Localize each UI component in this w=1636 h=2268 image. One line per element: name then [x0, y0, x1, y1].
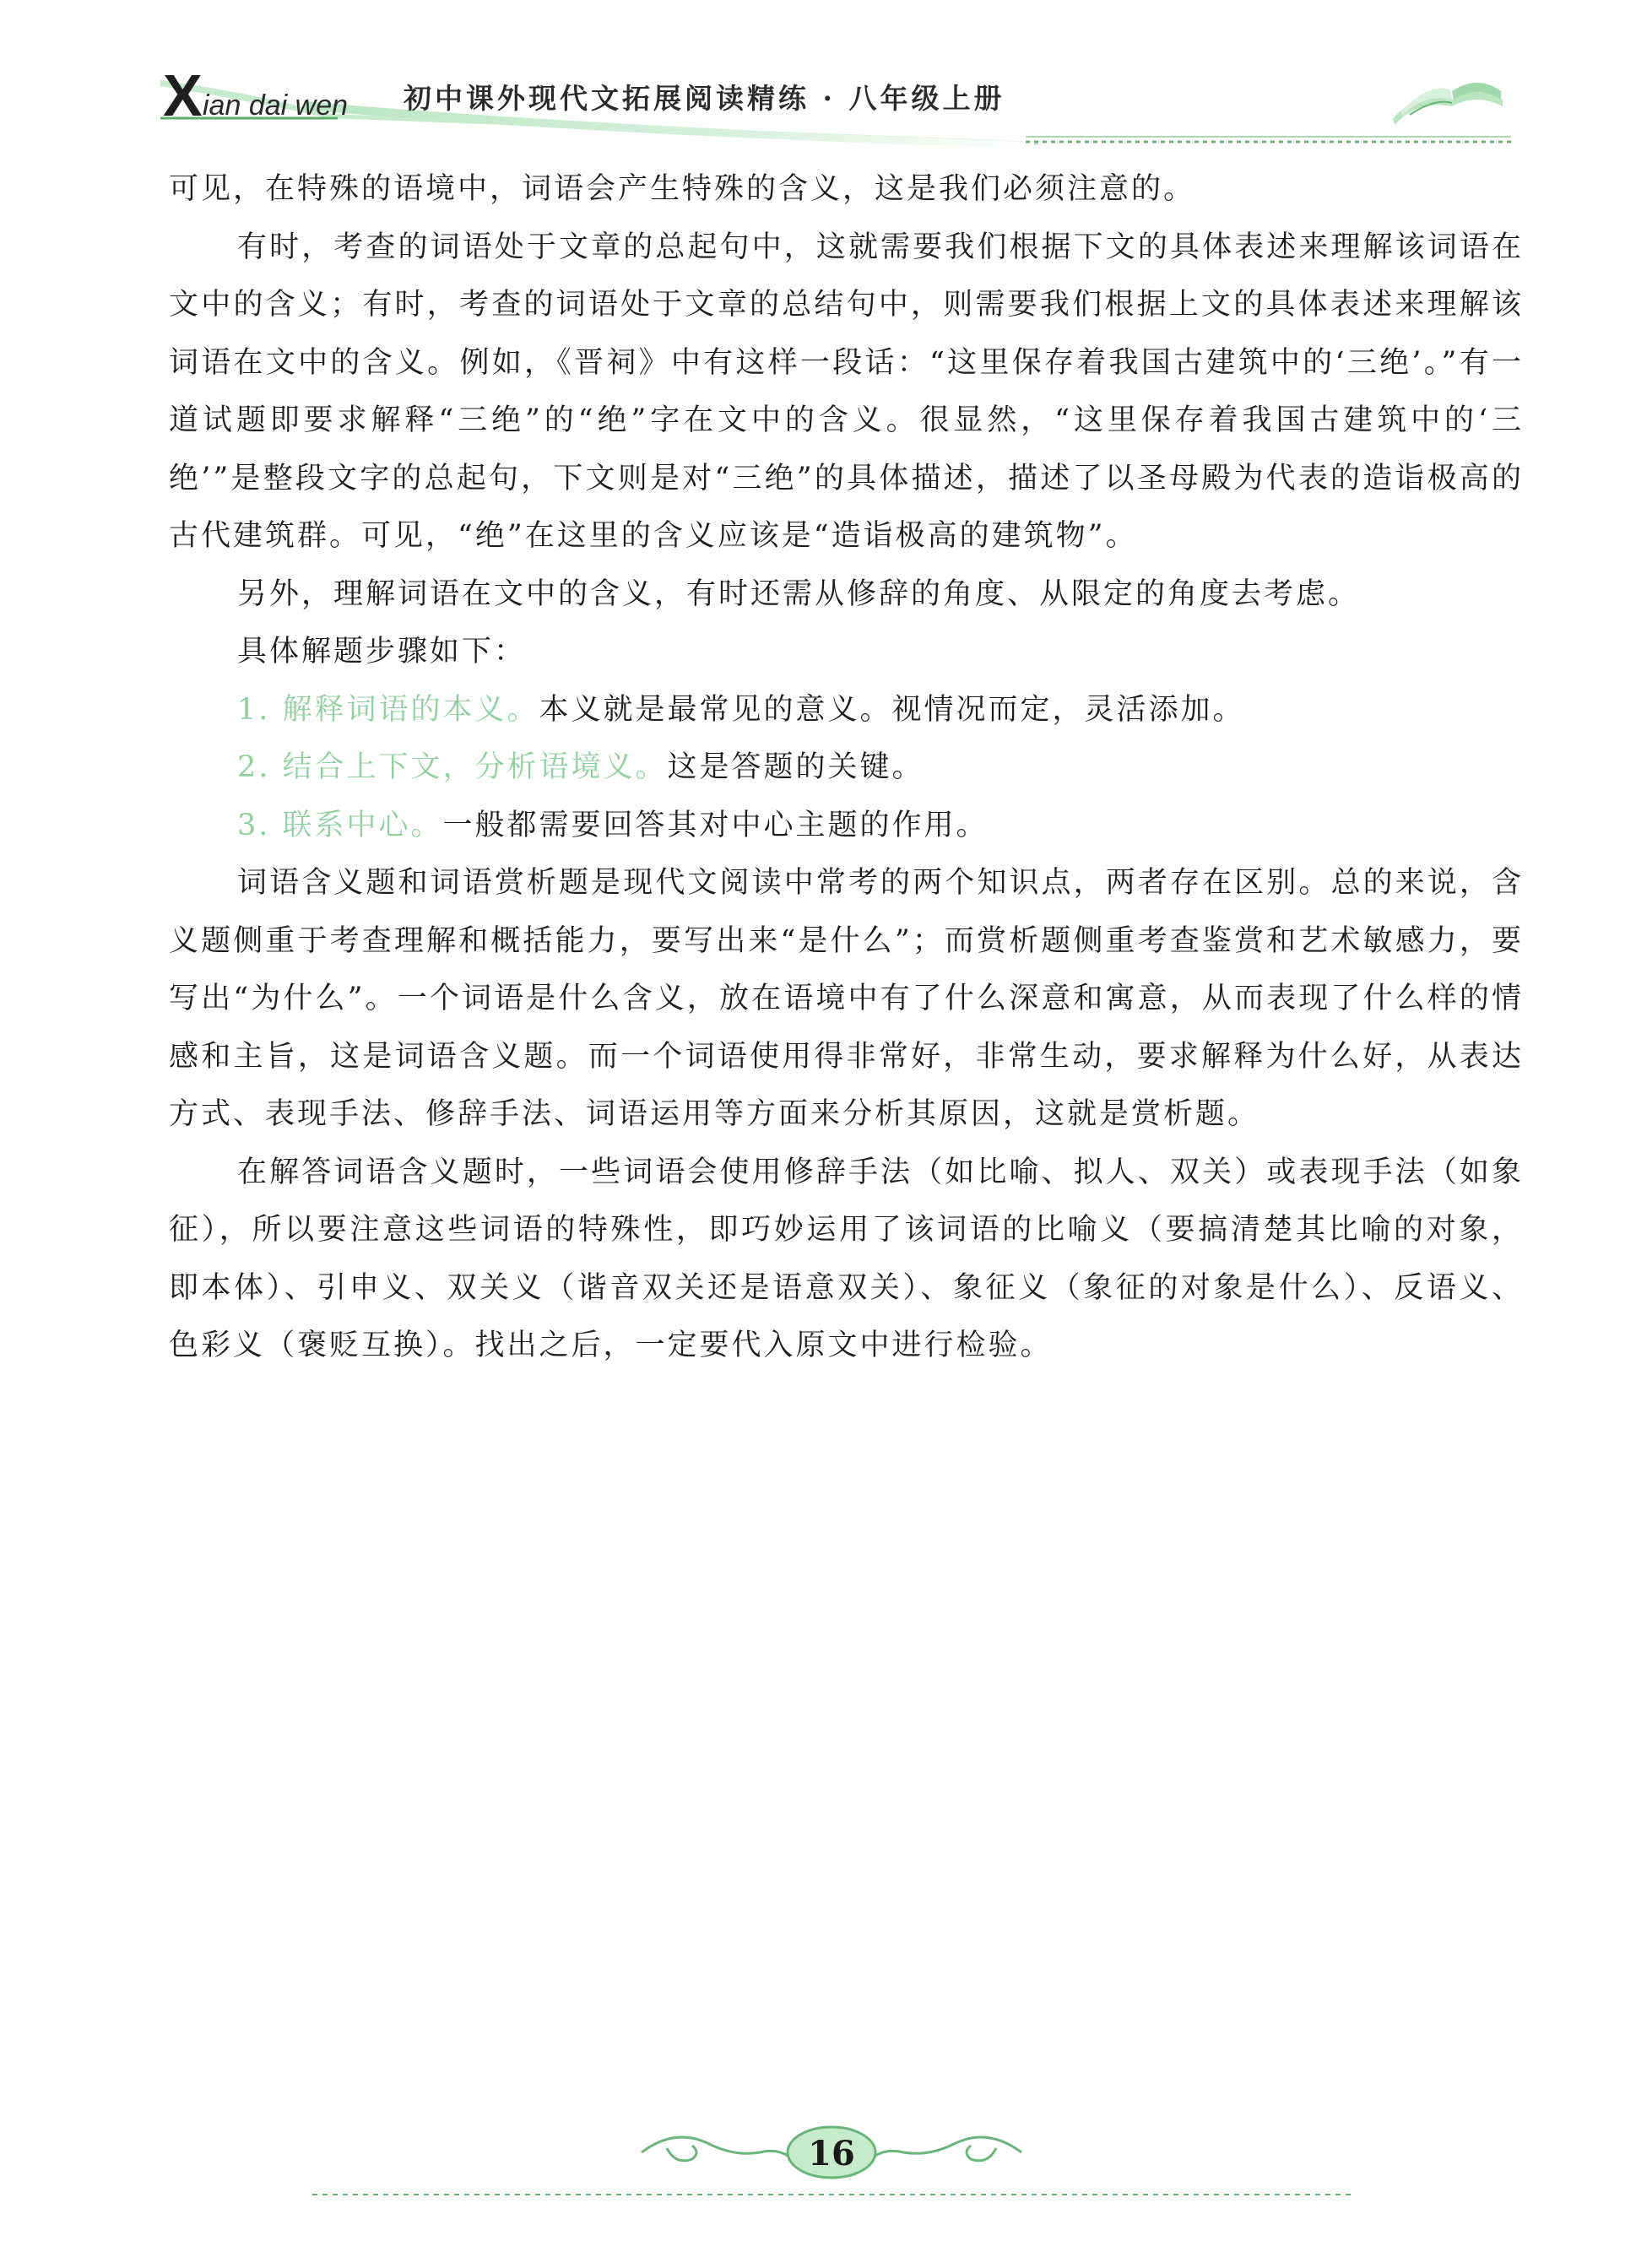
paragraph: 在解答词语含义题时，一些词语会使用修辞手法（如比喻、拟人、双关）或表现手法（如象征），所以要注意这些词语的特殊性，即巧妙运用了该词语的比喻义（要搞清楚其比喻的对象，即本体）、引申义、双关义（谐音双关还是语意双关）、象征义（象征的对象是什么）、反语义、色彩义（褒贬互换）。找出之后，一定要代入原文中进行检验。 [169, 1155, 1524, 1362]
step-text: 一般都需要回答其对中心主题的作用。 [442, 808, 989, 842]
paragraph: 有时，考查的词语处于文章的总起句中，这就需要我们根据下文的具体表述来理解该词语在文中的含义；有时，考查的词语处于文章的总结句中，则需要我们根据上文的具体表述来理解该词语在文中的含义。例如，《晋祠》中有这样一段话：“这里保存着我国古建筑中的‘三绝’。”有一道试题即要求解释“三绝”的“绝”字在文中的含义。很显然，“这里保存着我国古建筑中的‘三绝’”是整段文字的总起句，下文则是对“三绝”的具体描述，描述了以圣母殿为代表的造诣极高的古代建筑群。可见，“绝”在这里的含义应该是“造诣极高的建筑物”。 [169, 230, 1524, 553]
step-heading: 2. 结合上下文，分析语境义。 [237, 750, 668, 784]
book-title: 初中课外现代文拓展阅读精练 · 八年级上册 [404, 82, 1005, 115]
paragraph: 可见，在特殊的语境中，词语会产生特殊的含义，这是我们必须注意的。 [169, 172, 1196, 206]
step-heading: 3. 联系中心。 [237, 808, 443, 842]
logo-text: ian dai wen [203, 89, 349, 122]
paragraph: 词语含义题和词语赏析题是现代文阅读中常考的两个知识点，两者存在区别。总的来说，含义题侧重于考查理解和概括能力，要写出来“是什么”；而赏析题侧重考查鉴赏和艺术敏感力，要写出“为什么”。一个词语是什么含义，放在语境中有了什么深意和寓意，从而表现了什么样的情感和主旨，这是词语含义题。而一个词语使用得非常好，非常生动，要求解释为什么好，从表达方式、表现手法、修辞手法、词语运用等方面来分析其原因，这就是赏析题。 [169, 866, 1524, 1131]
step-heading: 1. 解释词语的本义。 [237, 692, 539, 727]
paragraph: 另外，理解词语在文中的含义，有时还需从修辞的角度、从限定的角度去考虑。 [237, 576, 1361, 611]
article-body [169, 160, 1524, 1375]
logo-letter: X [163, 62, 203, 128]
step-item [169, 681, 1524, 739]
page-header [0, 0, 1636, 169]
step-item [169, 797, 1524, 855]
open-book-icon [1384, 66, 1511, 133]
paragraph: 具体解题步骤如下： [237, 635, 527, 668]
page-number: 16 [808, 2134, 855, 2173]
step-text: 本义就是最常见的意义。视情况而定，灵活添加。 [539, 692, 1245, 727]
step-item [169, 739, 1524, 797]
step-text: 这是答题的关键。 [667, 750, 924, 784]
